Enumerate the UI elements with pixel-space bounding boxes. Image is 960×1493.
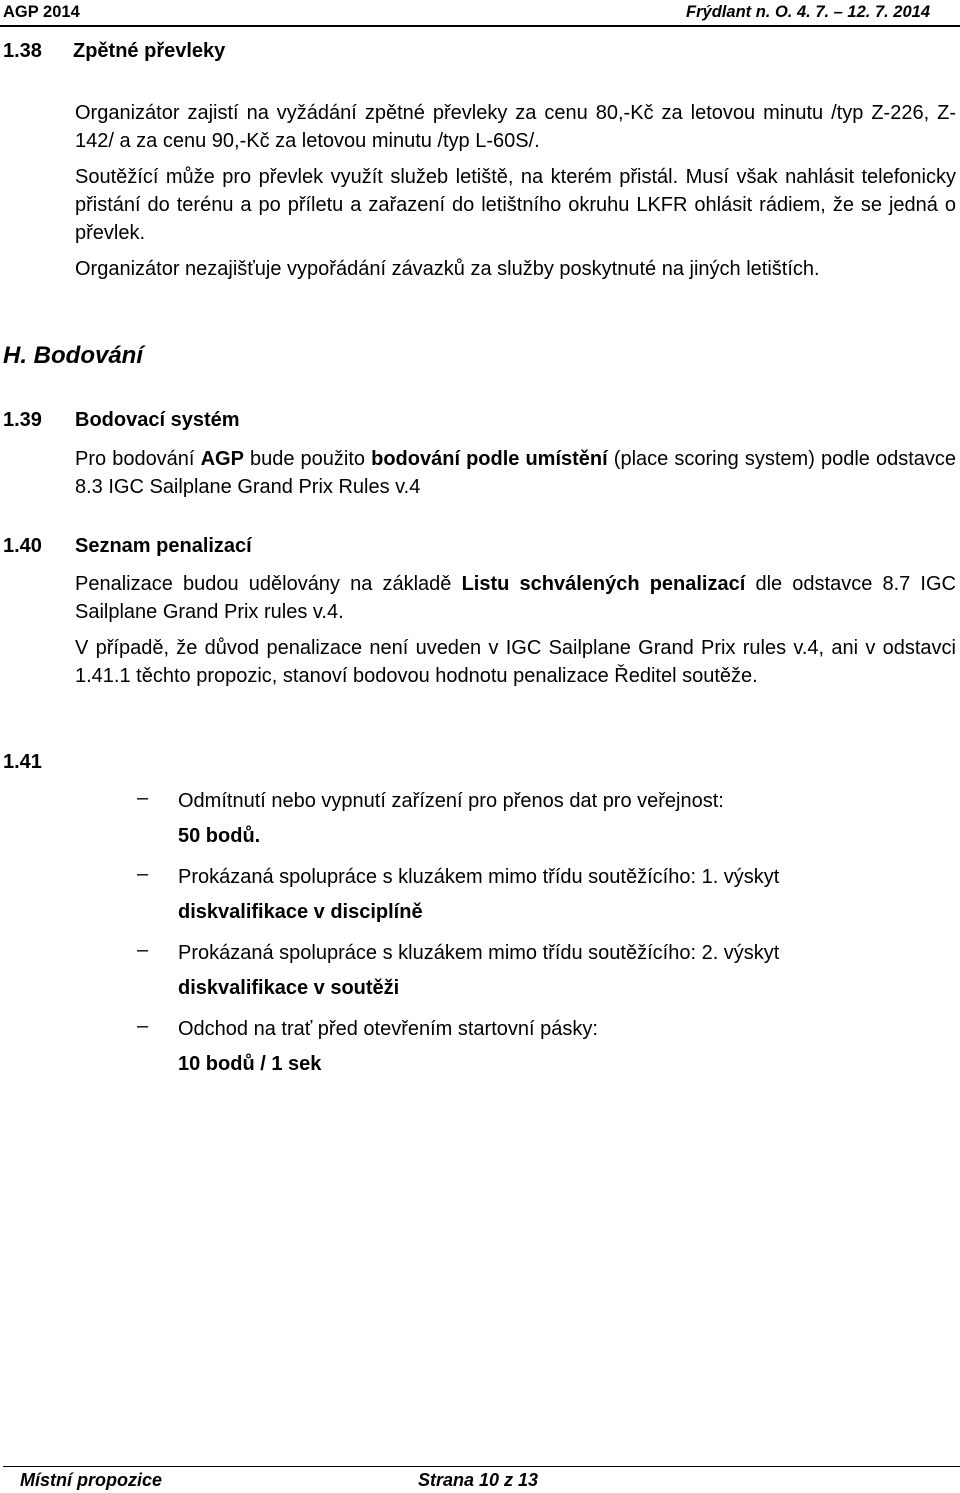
header-rule [0,25,960,27]
section-number: 1.41 [3,751,42,773]
text-run: dle odstavce 8.7 IGC Sailplane Grand Prix rules v.4. [75,573,956,623]
list-item-penalty: diskvalifikace v disciplíně [178,901,423,923]
list-item-text: Odchod na trať před otevřením startovní pásky: [178,1018,598,1040]
list-item-text: Prokázaná spolupráce s kluzákem mimo třídu soutěžícího: 1. výskyt [178,866,780,888]
header-left-title: AGP 2014 [3,3,80,21]
header-right-dates: Frýdlant n. O. 4. 7. – 12. 7. 2014 [686,3,930,21]
list-item-text: Prokázaná spolupráce s kluzákem mimo třídu soutěžícího: 2. výskyt [178,942,780,964]
text-run-bold: bodování podle umístění [371,448,608,470]
section-title: Bodovací systém [75,409,240,431]
section-number: 1.38 [3,40,42,62]
text-run: (place scoring system) podle odstavce 8.3 IGC Sailplane Grand Prix Rules v.4 [75,448,957,498]
text-run-bold: AGP [200,448,244,470]
text-run: Penalizace budou udělovány na základě [75,573,462,595]
paragraph: Organizátor zajistí na vyžádání zpětné převleky za cenu 80,-Kč za letovou minutu /typ Z-226, Z-142/ a za cenu 90,-Kč za letovou minutu /typ L-60S/. [75,102,956,152]
paragraph [75,570,956,626]
footer-page-number: Strana 10 z 13 [418,1470,539,1490]
list-item-penalty: 50 bodů. [178,825,261,847]
list-bullet-dash: – [137,787,149,809]
list-item-penalty: diskvalifikace v soutěži [178,977,400,999]
footer-rule [3,1466,960,1467]
text-run: bude použito [243,448,372,470]
list-bullet-dash: – [137,863,149,885]
section-title: Zpětné převleky [73,40,226,62]
text-run: Pro bodování [75,448,201,470]
chapter-heading: H. Bodování [3,342,144,369]
paragraph: V případě, že důvod penalizace není uveden v IGC Sailplane Grand Prix rules v.4, ani v odstavci 1.41.1 těchto propozic, stanoví bodovou hodnotu penalizace Ředitel soutěže. [75,637,956,687]
text-run-bold: Listu schválených penalizací [461,573,746,595]
footer-left-text: Místní propozice [20,1470,163,1490]
paragraph [75,445,956,501]
section-title: Seznam penalizací [75,535,252,557]
list-bullet-dash: – [137,1015,149,1037]
paragraph: Organizátor nezajišťuje vypořádání závazků za služby poskytnuté na jiných letištích. [75,258,820,280]
list-bullet-dash: – [137,939,149,961]
page-header [0,0,960,28]
list-item-text: Odmítnutí nebo vypnutí zařízení pro přenos dat pro veřejnost: [178,790,724,812]
paragraph: Soutěžící může pro převlek využít služeb letiště, na kterém přistál. Musí však nahlásit telefonicky přistání do terénu a po příletu a zařazení do letištního okruhu LKFR ohlásit rádiem, že se jedná o převlek. [75,166,956,244]
section-number: 1.40 [3,535,42,557]
list-item-penalty: 10 bodů / 1 sek [178,1053,322,1075]
section-number: 1.39 [3,409,42,431]
